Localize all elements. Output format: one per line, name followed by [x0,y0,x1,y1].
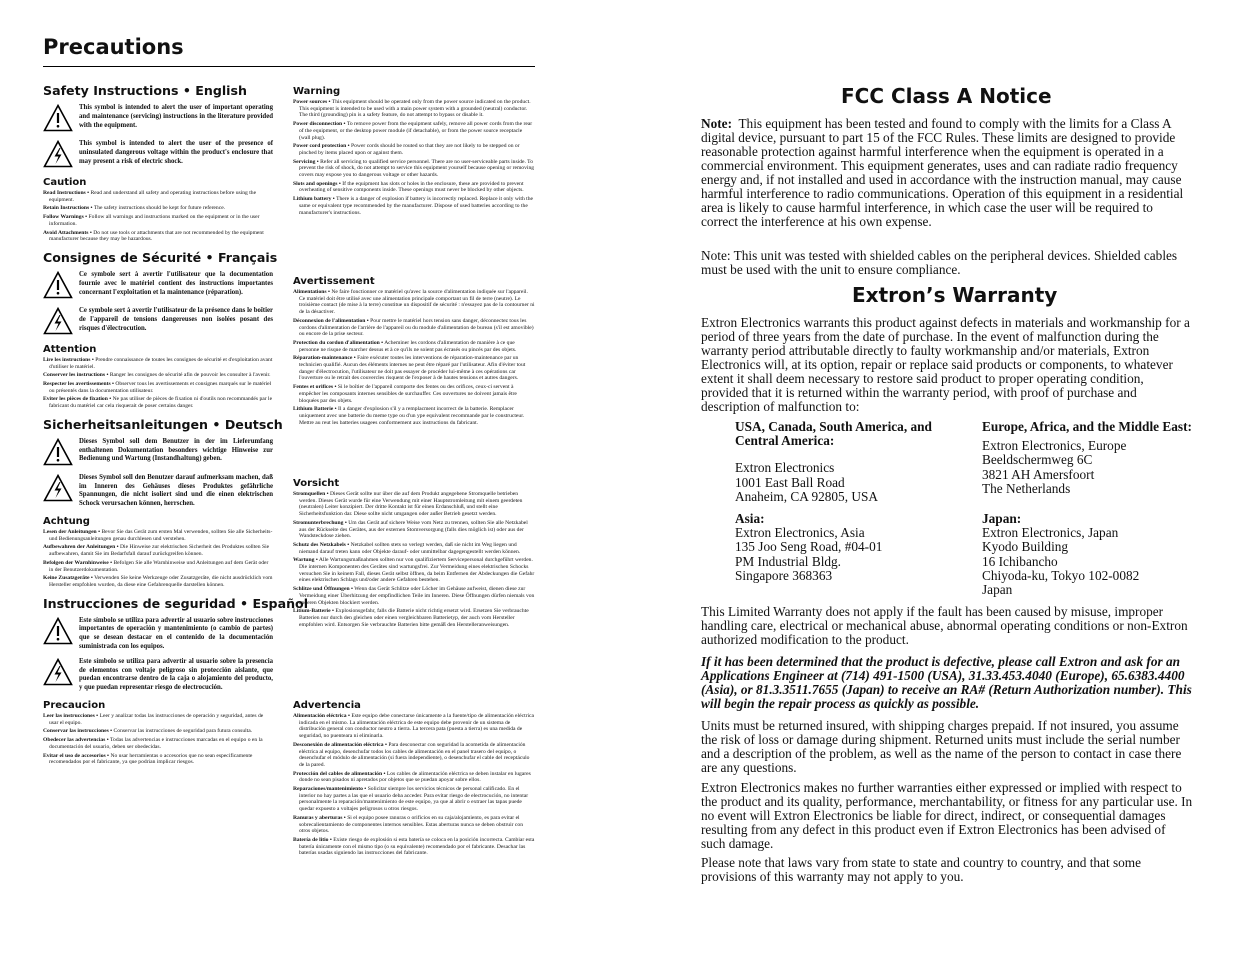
symbol-description: Ce symbole sert à avertir l'utilisateur de la présence dans le boîtier de l'appareil de tensions dangereuses non isolées posant des risques d'électrocution. [79,306,273,332]
warning-section-spanish [293,700,535,857]
list-item: Schlitze und Öffnungen • Wenn das Gerät Schlitze oder Löcher im Gehäuse aufweist, dienen diese zur Vermeidung einer Überhitzung der empfindlichen Teile im Inneren. Diese Öffnungen dürfen niemals von anderen Objekten blockiert werden. [293,586,535,606]
list-item: Alimentations • Ne faire fonctionner ce matériel qu'avec la source d'alimentation indiquée sur l'appareil. Ce matériel doit être utilisé avec une alimentation principale comportant un fil de terre (neutre). Le troisième contact (de mise à la terre) constitue un dispositif de sécurité : n'essayez pas de la contourner ni de la désactiver. [293,289,535,316]
warning-section-german [293,478,535,696]
title-divider [43,66,535,67]
symbol-description: This symbol is intended to alert the user of the presence of uninsulated dangerous voltage within the product's enclosure that may present a risk of electric shock. [79,140,273,165]
list-item: Conservar las instrucciones • Conservar las instrucciones de seguridad para futura consulta. [43,728,253,735]
list-item: Power disconnection • To remove power from the equipment safely, remove all power cords from the rear of the equipment, or the desktop power module (if detachable), or from the power source receptacle (wall plug). [293,121,533,141]
section-german [43,416,283,589]
warning-heading: Warning [293,86,341,97]
lightning-triangle-icon [43,140,79,170]
address-line: 1001 East Ball Road [735,474,845,490]
symbol-row-voltage [43,474,273,509]
list-item: Follow Warnings • Follow all warnings and instructions marked on the equipment or in the user information. [43,214,260,227]
warning-triangle-icon [43,438,79,468]
list-item: Lithium battery • There is a danger of explosion if battery is incorrectly replaced. Replace it only with the same or equivalent type recommended by the manufacturer. Dispose of used batteries according to the manufacturer's instructions. [293,196,534,216]
address-heading: USA, Canada, South America, and Central America: [735,419,932,449]
caution-heading: Achtung [43,516,90,528]
address-line: The Netherlands [982,480,1071,496]
list-item: Lesen der Anleitungen • Bevor Sie das Gerät zum ersten Mal verwenden, sollten Sie alle Sicherheits-und Bedienungsanleitungen genau durchlesen und verstehen. [43,529,273,542]
list-item: Eviter les pièces de fixation • Ne pas utiliser de pièces de fixation ni d'outils non recommandés par le fabricant du matériel car cela risquerait de poser certains danger. [43,396,273,410]
symbol-description: This symbol is intended to alert the user of important operating and maintenance (servicing) instructions in the literature provided with the equipment. [79,104,273,129]
address-line: 3821 AH Amersfoort [982,466,1095,482]
warning-heading: Advertencia [293,700,361,711]
list-item: Leer las instrucciones • Leer y analizar todas las instrucciones de operación y seguridad, antes de usar el equipo. [43,713,264,726]
address-line: Anaheim, CA 92805, USA [735,488,878,504]
address-asia [735,512,935,583]
list-item: Alimentación eléctrica • Este equipo debe conectarse únicamente a la fuente/tipo de alimentación eléctrica indicada en el mismo. La alimentación eléctrica de este equipo debe provenir de un sistema de distribución general con conductor neutro a tierra. La tercera pata (puesta a tierra) es una medida de seguridad, no puenteara ni eliminarla. [293,713,535,740]
list-item: Keine Zusatzgeräte • Verwenden Sie keine Werkzeuge oder Zusatzgeräte, die nicht ausdrücklich vom Hersteller empfohlen wurden, da diese eine Gefahrenquelle darstellen können. [43,575,273,588]
section-spanish [43,595,309,766]
list-item: Schutz des Netzkabels • Netzkabel sollten stets so verlegt werden, daß sie nicht im Weg liegen und niemand darauf treten kann oder Objekte darauf- oder unmittelbar dagegengestellt werden können. [293,541,521,555]
address-line: Extron Electronics, Europe [982,438,1127,454]
section-heading-english: Safety Instructions • English [43,83,247,98]
warning-column [293,86,535,946]
caution-heading: Attention [43,343,97,355]
list-item: Wartung • Alle Wartungsmaßnahmen sollten nur von qualifiziertem Servicepersonal durchgeführt werden. Die internen Komponenten des Gerätes sind wartungsfrei. Zur Vermeidung eines elektrischen Schocks versuchen Sie in keinem Fall, dieses Gerät selbst öffnen, da beim Entfernen der Abdeckungen die Gefahr eines elektrischen Schlags und/oder andere Gefahren bestehen. [293,557,535,584]
list-item: Protección del cables de alimentación • Los cables de alimentación eléctrica se deben instalar en lugares donde no sean pisados ni apretados por objetos que se puedan apoyar sobre ellos. [293,770,531,784]
list-item: Lire les instructions • Prendre connaissance de toutes les consignes de sécurité et d'exploitation avant d'utiliser le matériel. [43,356,273,370]
list-item: Batería de litio • Existe riesgo de explosión si esta batería se coloca en la posición incorrecta. Cambiar esta batería únicamente con el mismo tipo (o su equivalente) recomendado por el fabricante. Desachar las baterías usadas siguiendo las instrucciones del fabricante. [293,836,535,857]
address-line: Singapore 368363 [735,567,833,583]
list-item: Power sources • This equipment should be operated only from the power source indicated on the product. This equipment is intended to be used with a main power system with a grounded (neutral) conductor. The third (grounding) pin is a safety feature, do not attempt to bypass or disable it. [293,99,531,119]
list-item: Retain Instructions • The safety instructions should be kept for future reference. [43,205,226,212]
address-line: PM Industrial Bldg. [735,553,842,569]
warning-section-english [293,86,535,272]
list-item: Réparation-maintenance • Faire exécuter toutes les interventions de réparation-maintenance par un technicien qualifié. Aucun des éléments internes ne peut être réparé par l'utilisateur. Afin d'éviter tout danger d'électrocution, l'utilisateur ne doit pas essayer de procéder lui-même à ces opérations car l'ouverture ou le retrait des couvercles risquent de l'exposer à de hautes tensions et autres dangers. [293,355,526,382]
symbol-description: Dieses Symbol soll dem Benutzer in der im Lieferumfang enthaltenen Dokumentation besonders wichtige Hinweise zur Bedienung und Wartung (Instandhaltung) geben. [79,437,273,463]
address-heading: Asia: [735,511,765,526]
warranty-paragraph: This Limited Warranty does not apply if the fault has been caused by misuse, improper handling care, electrical or mechanical abuse, abnormal operating conditions or non-Extron authorized modification to the product. [701,604,1188,647]
caution-heading: Precaucion [43,700,106,712]
symbol-description: Dieses Symbol soll den Benutzer darauf aufmerksam machen, daß im Inneren des Gehäuses dieses Produktes gefährliche Spannungen, die nicht isoliert sind und die einen elektrischen Schock verursachen können, herrschen. [79,473,273,508]
symbol-row-caution [43,617,273,652]
list-item: Fentes et orifices • Si le boîtier de l'appareil comporte des fentes ou des orifices, ceux-ci servent à empêcher les composants internes sensibles de surchauffer. Ces ouvertures ne doivent jamais être bloquées par des objets. [293,384,517,404]
symbol-row-caution [43,271,273,301]
warning-heading: Vorsicht [293,478,340,489]
address-europe [982,420,1197,496]
list-item: Slots and openings • If the equipment has slots or holes in the enclosure, these are provided to prevent overheating of sensitive components inside. These openings must never be blocked by other objects. [293,180,524,194]
symbol-description: Este símbolo se utiliza para advertir al usuario sobre la presencia de elementos con voltaje peligroso sin protección aislante, que puedan encontrarse dentro de la caja o alojamiento del producto, y que puedan representar riesgo de electrocución. [79,657,273,692]
list-item: Read Instructions • Read and understand all safety and operating instructions before using the equipment. [43,190,257,203]
address-line: Extron Electronics [735,460,835,476]
list-item: Litium-Batterie • Explosionsgefahr, falls die Batterie nicht richtig ersetzt wird. Ersetzen Sie verbrauchte Batterien nur durch den gleichen oder einen vergleichbaren Batterietyp, der auch vom Hersteller empfohlen wird. Entsorgen Sie verbrauchte Batterien bitte gemäß den Herstelleranweisungen. [293,608,529,628]
address-japan [982,512,1197,597]
section-heading-german: Sicherheitsanleitungen • Deutsch [43,416,283,432]
list-item: Evitar el uso de accesorios • No usar herramientas o accesorios que no sean especificamente recomendados por el fabricante, ya que podrian implicar riesgos. [43,752,253,766]
list-item: Lithium Batterie • Il a danger d'explosion s'il y a remplacment incorrect de la batterie. Remplacer uniquement avec une batterie du meme type ou d'un ype equivalent recommande par le constructeur. Mettre au reut les batteries usagees conformement aux instructions du fabricant. [293,406,525,426]
fcc-title: FCC Class A Notice [841,84,1052,108]
address-line: 135 Joo Seng Road, #04-01 [735,539,883,555]
section-heading-french: Consignes de Sécurité • Français [43,249,278,265]
list-item: Stromunterbrechung • Um das Gerät auf sichere Weise vom Netz zu trennen, sollten Sie alle Netzkabel aus der Rückseite des Gerätes, aus der externen Stomversorgung (falls dies möglich ist) oder aus der Wandsteckdose ziehen. [293,519,528,540]
warning-heading: Avertissement [293,276,375,287]
address-line: Kyodo Building [982,539,1069,555]
list-item: Servicing • Refer all servicing to qualified service personnel. There are no user-serviceable parts inside. To prevent the risk of shock, do not attempt to service this equipment yourself because opening or removing covers may expose you to dangerous voltage or other hazards. [293,158,535,179]
warranty-paragraph: Please note that laws vary from state to state and country to country, and that some provisions of this warranty may not apply to you. [701,855,1142,884]
warning-triangle-icon [43,271,79,301]
symbol-row-voltage [43,140,273,170]
symbol-row-voltage [43,307,273,337]
address-line: Chiyoda-ku, Tokyo 102-0082 [982,567,1140,583]
list-item: Conserver les instructions • Ranger les consignes de sécurité afin de pouvoir les consulter à l'avenir. [43,372,271,379]
list-item: Avoid Attachments • Do not use tools or attachments that are not recommended by the equipment manufacturer because they may be hazardous. [43,229,264,243]
fcc-note: Note: This equipment has been tested and found to comply with the limits for a Class A digital device, pursuant to part 15 of the FCC Rules. These limits are designed to provide reasonable protection against harmful interference when the equipment is operated in a commercial environment. This equipment generates, uses and can radiate radio frequency energy and, if not installed and used in accordance with the instruction manual, may cause harmful interference to radio communications. Operation of this equipment in a residential area is likely to cause harmful interference, in which case the user will be required to correct the interference at his own expense. [701,116,1184,229]
symbol-description: Este símbolo se utiliza para advertir al usuario sobre instrucciones importantes de operación y mantenimiento (o cambio de partes) que se desean destacar en el contenido de la documentación suministrada con los equipos. [79,616,273,651]
safety-column [43,80,309,950]
warranty-paragraph: Extron Electronics makes no further warranties either expressed or implied with respect to the product and its quality, performance, merchantability, or fitness for any particular use. In no event will Extron Electronics be liable for direct, indirect, or consequential damages resulting from any defect in this product even if Extron Electronics has been advised of such damage. [701,780,1193,851]
lightning-triangle-icon [43,307,79,337]
symbol-description: Ce symbole sert à avertir l'utilisateur que la documentation fournie avec le matériel contient des instructions importantes concernant l'exploitation et la maintenance (réparation). [79,270,273,296]
list-item: Befolgen der Warnhinweise • Befolgen Sie alle Warnhinweise und Anleitungen auf dem Gerät oder in der Benutzerdokumentation. [43,559,269,573]
list-item: Protection du cordon d'alimentation • Acheminer les cordons d'alimentation de manière à ce que personne ne risque de marcher dessus et à ce qu'ils ne soient pas écrasés ou pincés par des objets. [293,339,517,353]
address-line: 16 Ichibancho [982,553,1058,569]
list-item: Aufbewahren der Anleitungen • Die Hinweise zur elektrischen Sicherheit des Produktes sollten Sie aufbewahren, damit Sie im Bedarfsfall darauf zurückgreifen können. [43,544,270,558]
list-item: Stromquellen • Dieses Gerät sollte nur über die auf dem Produkt angegebene Stromquelle betrieben werden. Dieses Gerät wurde für eine Verwendung mit einer Hauptstromleitung mit einem geerdeten (neutralen) Leiter konzipiert. Der dritte Kontakt ist für einen Erdanschluß, und stellt eine Sicherheitsfunktion dar. Diese sollte nicht umgangen oder außer Betrieb gesetzt werden. [293,491,523,518]
symbol-row-voltage [43,658,273,693]
warning-triangle-icon [43,617,79,647]
list-item: Desconexión de alimentación eléctrica • Para desconectar con seguridad la acometida de alimentación eléctrica al equipo, desenchufar todos los cables de alimentación en el panel trasero del equipo, o desenchufar el módulo de alimentación (si fuera independiente), o desenchufar el cable del receptáculo de la pared. [293,741,530,768]
lightning-triangle-icon [43,474,79,504]
list-item: Ranuras y aberturas • Si el equipo posee ranuras o orificios en su caja/alojamiento, es para evitar el sobrecalientamiento de componentes internos sensibles. Estas aberturas nunca se deben obstruir con otros objetos. [293,814,523,835]
section-heading-spanish: Instrucciones de seguridad • Español [43,595,309,611]
address-line: Beeldschermweg 6C [982,452,1093,468]
list-item: Reparaciones/mantenimiento • Solicitar siempre los servicios técnicos de personal calificado. En el interior no hay partes a las que el usuario deba acceder. Para evitar riesgo de electrocución, no intentar personalmente la reparación/mantenimiento de este equipo, ya que al abrir o extraer las tapas puede quedar expuesto a voltajes peligrosos u otros riesgos. [293,786,529,813]
symbol-row-caution [43,104,273,134]
warning-triangle-icon [43,104,79,134]
address-line: Extron Electronics, Asia [735,525,865,541]
warranty-paragraph: Units must be returned insured, with shipping charges prepaid. If not insured, you assume the risk of loss or damage during shipment. Returned units must include the serial number and a description of the problem, as well as the name of the person to contact in case there are any questions. [701,718,1182,775]
address-usa [735,420,935,504]
list-item: Power cord protection • Power cords should be routed so that they are not likely to be stepped on or pinched by items placed upon or against them. [293,143,520,156]
address-line: Japan [982,582,1013,598]
list-item: Obedecer las advertencias • Todas las advertencias e instrucciones marcadas en el equipo o en la documentación del usuario, deben ser obedecidas. [43,737,263,750]
address-heading: Japan: [982,511,1022,526]
address-line: Extron Electronics, Japan [982,525,1119,541]
warning-section-french [293,276,535,474]
section-french [43,249,278,410]
lightning-triangle-icon [43,658,79,688]
warranty-contact-paragraph: If it has been determined that the product is defective, please call Extron and ask for an Applications Engineer at (714) 491-1500 (USA), 31.33.453.4040 (Europe), 65.6383.4400 (Asia), or 81.3.3511.7655 (Japan) to receive an RA# (Return Authorization number). This will begin the repair process as quickly as possible. [701,654,1192,711]
section-english [43,83,273,243]
symbol-row-caution [43,438,273,468]
address-heading: Europe, Africa, and the Middle East: [982,419,1192,434]
page-title: Precautions [43,35,184,59]
list-item: Respecter les avertissements • Observer tous les avertissements et consignes marqués sur le matériel ou présentés dans la documentation utilisateur. [43,381,272,394]
warranty-title: Extron’s Warranty [852,283,1058,307]
caution-heading: Caution [43,177,87,188]
list-item: Déconnexion de l'alimentation • Pour mettre le matériel hors tension sans danger, déconnectez tous les cordons d'alimentation de l'arrière de l'appareil ou du module d'alimentation de bureau (s'il est amovible) ou encore de la prise secteur. [293,317,534,338]
fcc-note-shielded: Note: This unit was tested with shielded cables on the peripheral devices. Shielded cables must be used with the unit to ensure compliance. [701,248,1178,277]
warranty-paragraph: Extron Electronics warrants this product against defects in materials and workmanship for a period of three years from the date of purchase. In the event of malfunction during the warranty period attributable directly to faulty workmanship and/or materials, Extron Electronics will, at its option, repair or replace said products or components, to whatever extent it shall deem necessary to restore said product to proper operating condition, provided that it is returned within the warranty period, with proof of purchase and description of malfunction to: [701,315,1190,414]
